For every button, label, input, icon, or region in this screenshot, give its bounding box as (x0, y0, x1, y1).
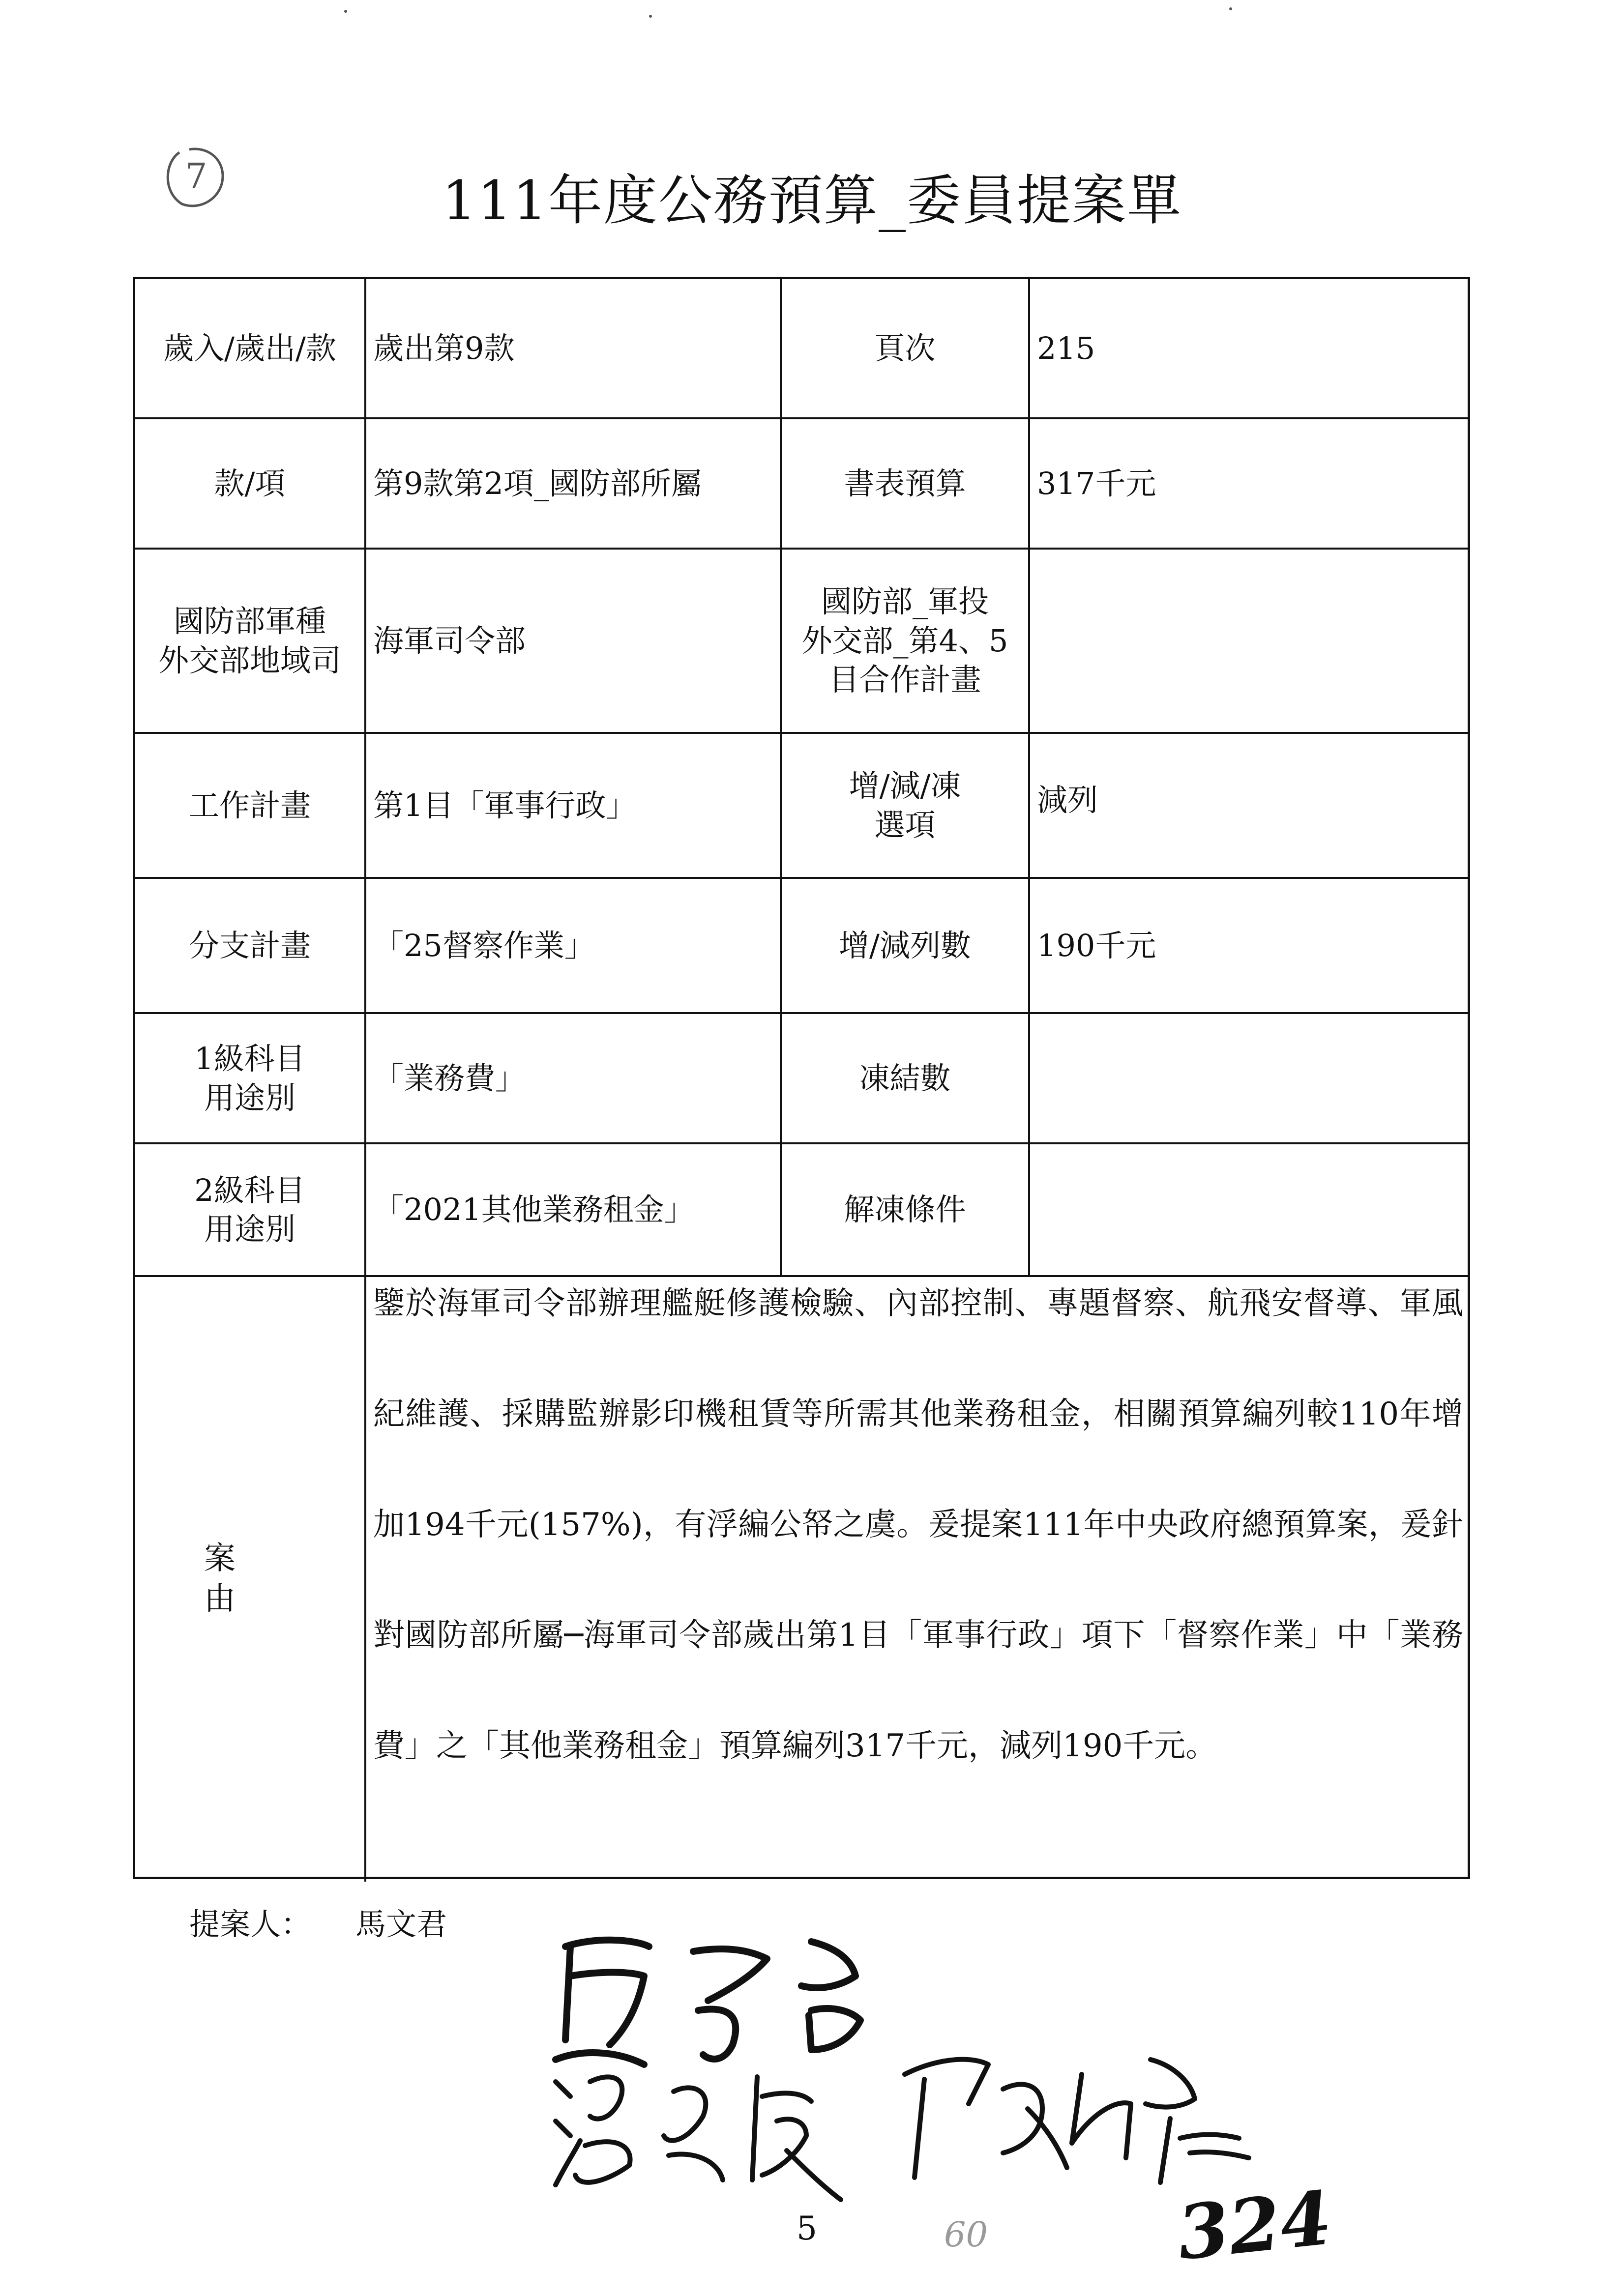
label-adjust-amount: 增/減列數 (782, 879, 1030, 1014)
label-cooperation-plan: 國防部_軍投 外交部_第4、5 目合作計畫 (782, 550, 1030, 734)
proposer-name: 馬文君 (355, 1906, 447, 1942)
label-military-branch: 國防部軍種 外交部地域司 (135, 550, 366, 734)
reason-text: 鑒於海軍司令部辦理艦艇修護檢驗、內部控制、專題督察、航飛安督導、軍風紀維護、採購監辦影印機租賃等所需其他業務租金，相關預算編列較110年增加194千元(157%)，有浮編公帑之虞。爰提案111年中央政府總預算案，爰針對國防部所屬─海軍司令部歲出第1目「軍事行政」項下「督察作業」中「業務費」之「其他業務租金」預算編列317千元，減列190千元。 (373, 1285, 1463, 1764)
value-page: 215 (1030, 279, 1470, 419)
scan-speck (344, 10, 347, 13)
signature-2 (546, 2052, 890, 2214)
corner-mark-text: 7 (185, 156, 207, 196)
value-cooperation-plan (1030, 550, 1470, 734)
page-number: 5 (797, 2209, 817, 2247)
form-title: 111年度公務預算_委員提案單 (442, 169, 1182, 232)
label-freeze-amount: 凍結數 (782, 1014, 1030, 1144)
scan-speck (1229, 7, 1232, 10)
scan-speck (649, 15, 652, 18)
label-table-budget: 書表預算 (782, 419, 1030, 550)
label-section-item: 款/項 (135, 419, 366, 550)
proposer-label: 提案人： (189, 1906, 312, 1942)
label-adjust-option: 增/減/凍 選項 (782, 734, 1030, 879)
value-branch-plan: 「25督察作業」 (366, 879, 782, 1014)
proposal-table (133, 277, 1470, 1879)
value-budget-category: 歲出第9款 (366, 279, 782, 419)
label-branch-plan: 分支計畫 (135, 879, 366, 1014)
signature-3 (895, 2035, 1269, 2197)
value-level2-subject: 「2021其他業務租金」 (366, 1144, 782, 1277)
value-freeze-amount (1030, 1014, 1470, 1144)
label-unfreeze-condition: 解凍條件 (782, 1144, 1030, 1277)
value-section-item: 第9款第2項_國防部所屬 (366, 419, 782, 550)
value-military-branch: 海軍司令部 (366, 550, 782, 734)
label-work-plan: 工作計畫 (135, 734, 366, 879)
label-budget-category: 歲入/歲出/款 (135, 279, 366, 419)
value-table-budget: 317千元 (1030, 419, 1470, 550)
value-adjust-amount: 190千元 (1030, 879, 1470, 1014)
label-page: 頁次 (782, 279, 1030, 419)
proposer-line (189, 1900, 447, 1944)
label-reason: 案由 (135, 1277, 366, 1882)
handwritten-number: 324 (1173, 2175, 1336, 2277)
label-level2-subject: 2級科目 用途別 (135, 1144, 366, 1277)
pencil-number: 60 (944, 2214, 988, 2255)
value-work-plan: 第1目「軍事行政」 (366, 734, 782, 879)
value-level1-subject: 「業務費」 (366, 1014, 782, 1144)
value-adjust-option: 減列 (1030, 734, 1470, 879)
label-level1-subject: 1級科目 用途別 (135, 1014, 366, 1144)
